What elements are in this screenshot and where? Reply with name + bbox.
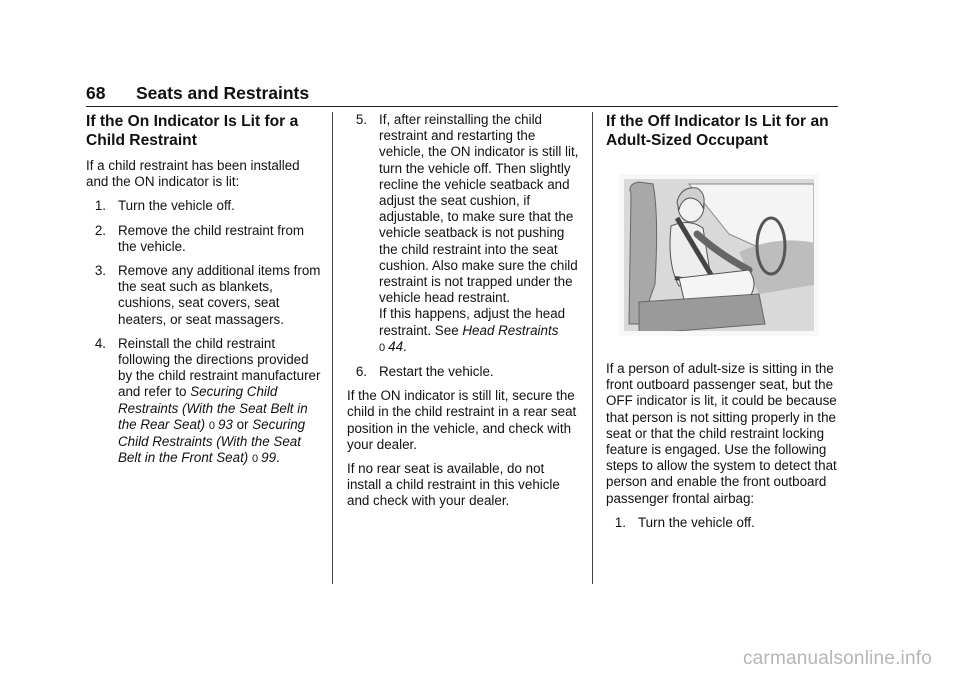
column-2 [347, 112, 579, 518]
step-number: 2. [94, 222, 106, 238]
step-number: 1. [94, 198, 106, 214]
ref-page-99[interactable]: 99 [261, 450, 277, 466]
list-item [86, 198, 321, 214]
column-1 [86, 112, 321, 475]
paragraph-still-lit: If the ON indicator is still lit, secure the child in the child restraint in a rear seat position in the vehicle, and check with your dealer. [347, 388, 577, 452]
or-text: or [236, 416, 249, 432]
step-text: Reinstall the child restraint following the directions provided by the child restraint manufacturer and refer to [118, 335, 321, 400]
step-text: Turn the vehicle off. [638, 514, 755, 530]
ref-link-head-restraints[interactable]: Head Restraints [462, 322, 559, 338]
page-ref-arrow-icon: 0 [252, 453, 259, 466]
column-divider-2 [592, 112, 593, 584]
page-ref-arrow-icon: 0 [208, 419, 215, 432]
paragraph-adult-size: If a person of adult-size is sitting in the front outboard passenger seat, but the OFF indicator is lit, it could be because that person is not sitting properly in the seat or that the child restraint locking feature is engaged. Use the following steps to allow the system to detect that person and enable the front outboard passenger frontal airbag: [606, 361, 837, 506]
list-item [86, 263, 321, 328]
step-text: If, after reinstalling the child restraint and restarting the vehicle, the ON indicator is still lit, turn the vehicle off. Then slightly recline the vehicle seatback and adjust the seat cushion, if adjustable, to make sure that the vehicle seatback is not pushing the child restraint into the seat cushion. Also make sure the child restraint is not trapped under the vehicle head restraint. [379, 112, 579, 306]
step-text: Remove the child restraint from the vehicle. [118, 222, 305, 254]
page-ref-arrow-icon: 0 [379, 341, 386, 354]
steps-list-2 [347, 112, 579, 380]
adult-occupant-illustration [619, 174, 819, 336]
step-text: Remove any additional items from the seat such as blankets, cushions, seat covers, seat heaters, or seat massagers. [118, 263, 321, 327]
page-header [86, 82, 838, 107]
step-number: 1. [614, 514, 626, 530]
column-3 [606, 112, 838, 539]
watermark-text: carmanualsonline.info [742, 648, 932, 669]
heading-on-indicator: If the On Indicator Is Lit for a Child Restraint [86, 113, 299, 149]
list-item [86, 336, 321, 468]
page-number: 68 [86, 83, 106, 103]
step-number: 4. [94, 335, 106, 351]
section-title: Seats and Restraints [136, 83, 310, 103]
step-number: 5. [355, 112, 367, 127]
column-divider-1 [332, 112, 333, 584]
step-text-continued: If this happens, adjust the head restraint. See [379, 306, 566, 338]
step-number: 3. [94, 263, 106, 279]
step-text: Restart the vehicle. [379, 364, 494, 380]
paragraph-no-rear-seat: If no rear seat is available, do not install a child restraint in this vehicle and check with your dealer. [347, 461, 560, 509]
intro-paragraph: If a child restraint has been installed and the ON indicator is lit: [86, 158, 300, 190]
period: . [276, 450, 280, 466]
step-text: Turn the vehicle off. [118, 198, 235, 214]
ref-link-front-seat[interactable]: Securing Child Restraints (With the Seat Belt in the Front Seat) [118, 416, 306, 466]
ref-link-rear-seat[interactable]: Securing Child Restraints (With the Seat Belt in the Rear Seat) [118, 384, 308, 432]
ref-page-93[interactable]: 93 [217, 416, 233, 432]
period: . [403, 338, 407, 354]
list-item [606, 515, 838, 531]
list-item [347, 364, 579, 380]
illustration-svg [619, 174, 819, 336]
step-number: 6. [355, 364, 367, 380]
steps-list-3 [606, 515, 838, 531]
steps-list-1 [86, 198, 321, 467]
heading-off-indicator: If the Off Indicator Is Lit for an Adult-Sized Occupant [606, 113, 829, 149]
ref-page-44[interactable]: 44 [388, 338, 404, 354]
list-item [86, 223, 321, 255]
list-item [347, 112, 579, 356]
